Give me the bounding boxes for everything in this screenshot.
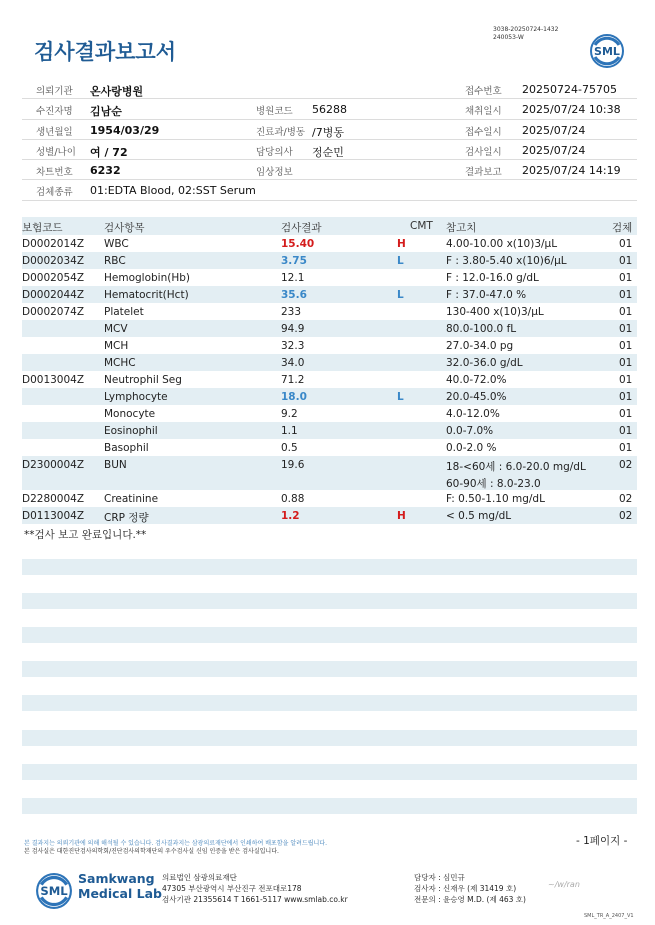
cell-cmt: H: [397, 510, 406, 522]
cell-ref2: 60-90세 : 8.0-23.0: [446, 478, 541, 490]
lab-name: Samkwang Medical Lab: [78, 871, 162, 901]
table-row: [22, 507, 637, 524]
cell-ref: F : 3.80-5.40 x(10)6/μL: [446, 255, 567, 267]
cell-result: 3.75: [281, 255, 307, 267]
table-row: [22, 286, 637, 303]
cell-ref: 40.0-72.0%: [446, 374, 507, 386]
table-row: [22, 354, 637, 371]
cell-ref: 20.0-45.0%: [446, 391, 507, 403]
cell-ref: F : 37.0-47.0 %: [446, 289, 527, 301]
table-header: [22, 217, 637, 235]
cell-ref: 18-<60세 : 6.0-20.0 mg/dL: [446, 461, 586, 473]
cell-cmt: L: [397, 255, 404, 267]
table-row: [22, 337, 637, 354]
cell-code: D0002044Z: [22, 289, 85, 301]
cell-ref: 4.0-12.0%: [446, 408, 500, 420]
cell-spec: 01: [619, 374, 633, 386]
cell-item: BUN: [104, 459, 127, 471]
cell-ref: 4.00-10.00 x(10)3/μL: [446, 238, 558, 250]
cell-code: D0002034Z: [22, 255, 85, 267]
table-body: [22, 235, 637, 541]
cell-result: 1.2: [281, 510, 300, 522]
cell-result: 9.2: [281, 408, 298, 420]
blank-row: [22, 559, 637, 575]
cell-ref: F: 0.50-1.10 mg/dL: [446, 493, 545, 505]
cell-result: 15.40: [281, 238, 315, 250]
blank-row: [22, 730, 637, 746]
table-row: [22, 235, 637, 252]
sml-logo-icon: [589, 33, 625, 73]
cell-item: Platelet: [104, 306, 144, 318]
cell-cmt: L: [397, 391, 404, 403]
info-row: 수진자명 김남순 병원코드 56288 채취일시 2025/07/24 10:38: [22, 99, 637, 119]
disclaimer: 본 결과지는 의뢰기관에 의해 해석될 수 있습니다. 검사결과지는 삼광의료재단에서 인쇄하여 배포함을 알려드립니다. 본 검사실은 대한진단검사의학회/진단검사의학재단의 우수검사실 신임 인증을 받은 검사실입니다.: [24, 840, 328, 855]
col-code: 보험코드: [22, 222, 63, 234]
cell-spec: 01: [619, 408, 633, 420]
cell-item: MCH: [104, 340, 129, 352]
info-row: 의뢰기관 온사랑병원 접수번호 20250724-75705: [22, 79, 637, 99]
blank-row: [22, 798, 637, 814]
cell-code: D0013004Z: [22, 374, 85, 386]
cell-result: 1.1: [281, 425, 298, 437]
cell-result: 71.2: [281, 374, 305, 386]
cell-ref: < 0.5 mg/dL: [446, 510, 512, 522]
cell-result: 34.0: [281, 357, 305, 369]
cell-spec: 02: [619, 493, 633, 505]
table-row: [22, 303, 637, 320]
cell-spec: 01: [619, 306, 633, 318]
blank-row: [22, 764, 637, 780]
blank-row: [22, 695, 637, 711]
cell-spec: 01: [619, 272, 633, 284]
info-row: 검체종류 01:EDTA Blood, 02:SST Serum: [22, 180, 637, 200]
cell-item: Lymphocyte: [104, 391, 168, 403]
cell-spec: 01: [619, 323, 633, 335]
table-row: [22, 371, 637, 388]
table-row: [22, 252, 637, 269]
cell-item: MCHC: [104, 357, 136, 369]
cell-ref: 80.0-100.0 fL: [446, 323, 517, 335]
cell-code: D2280004Z: [22, 493, 85, 505]
cell-spec: 01: [619, 391, 633, 403]
col-ref: 참고치: [446, 222, 477, 234]
cell-item: CRP 정량: [104, 512, 149, 524]
cell-ref: 0.0-7.0%: [446, 425, 494, 437]
cell-spec: 01: [619, 289, 633, 301]
results-table: [22, 217, 637, 541]
table-row: [22, 269, 637, 286]
info-row: 성별/나이 여 / 72 담당의사 정순민 검사일시 2025/07/24: [22, 140, 637, 160]
cell-code: D0113004Z: [22, 510, 85, 522]
cell-result: 0.88: [281, 493, 305, 505]
cell-code: D0002014Z: [22, 238, 85, 250]
cell-cmt: H: [397, 238, 406, 250]
cell-code: D2300004Z: [22, 459, 85, 471]
cell-spec: 01: [619, 238, 633, 250]
cell-spec: 01: [619, 357, 633, 369]
cell-result: 18.0: [281, 391, 307, 403]
cell-ref: 130-400 x(10)3/μL: [446, 306, 544, 318]
cell-ref: 32.0-36.0 g/dL: [446, 357, 523, 369]
blank-row: [22, 593, 637, 609]
col-result: 검사결과: [281, 222, 322, 234]
form-code: SML_TR_A_2407_V1: [584, 913, 634, 919]
cell-item: RBC: [104, 255, 126, 267]
cell-result: 12.1: [281, 272, 305, 284]
cell-code: D0002054Z: [22, 272, 85, 284]
cell-item: Neutrophil Seg: [104, 374, 182, 386]
cell-item: Eosinophil: [104, 425, 158, 437]
col-specimen: 검체: [612, 222, 633, 234]
cell-cmt: L: [397, 289, 404, 301]
table-row: [22, 456, 637, 490]
col-item: 검사항목: [104, 222, 145, 234]
info-row: 생년월일 1954/03/29 진료과/병동 /7병동 접수일시 2025/07/24: [22, 120, 637, 140]
cell-item: Creatinine: [104, 493, 159, 505]
cell-ref: 27.0-34.0 pg: [446, 340, 514, 352]
cell-item: Monocyte: [104, 408, 156, 420]
cell-result: 0.5: [281, 442, 298, 454]
cell-spec: 01: [619, 442, 633, 454]
blank-row: [22, 661, 637, 677]
table-row: [22, 524, 637, 541]
cell-item: Hemoglobin(Hb): [104, 272, 191, 284]
table-row: [22, 439, 637, 456]
staff-list: 담당자 : 심민규 검사자 : 신재우 (제 31419 호) 전문의 : 윤승영 M.D. (제 463 호): [414, 873, 526, 904]
table-row: [22, 320, 637, 337]
cell-spec: 01: [619, 425, 633, 437]
svg-text:SML: SML: [40, 884, 68, 899]
patient-info: [22, 79, 637, 201]
cell-result: 19.6: [281, 459, 305, 471]
document-id: 3038-20250724-1432 240053-W: [493, 26, 559, 41]
table-row: [22, 405, 637, 422]
info-row: 차트번호 6232 임상정보 결과보고 2025/07/24 14:19: [22, 160, 637, 180]
cell-item: Hematocrit(Hct): [104, 289, 189, 301]
cell-item: Basophil: [104, 442, 149, 454]
cell-item: MCV: [104, 323, 128, 335]
lab-address: 의료법인 삼광의료재단 47305 부산광역시 부산진구 전포대로178 검사기관 21355614 T 1661-5117 www.smlab.co.kr: [162, 873, 348, 904]
cell-result: 32.3: [281, 340, 305, 352]
cell-spec: 01: [619, 340, 633, 352]
page-number: - 1페이지 -: [576, 835, 628, 847]
cell-spec: 02: [619, 510, 633, 522]
cell-ref: 0.0-2.0 %: [446, 442, 497, 454]
svg-text:SML: SML: [594, 45, 620, 58]
cell-spec: 01: [619, 255, 633, 267]
table-row: [22, 490, 637, 507]
table-row: [22, 422, 637, 439]
report-complete-note: **검사 보고 완료입니다.**: [24, 529, 147, 541]
sml-logo-icon: [35, 872, 73, 914]
col-cmt: CMT: [410, 220, 433, 232]
cell-code: D0002074Z: [22, 306, 85, 318]
table-row: [22, 388, 637, 405]
cell-result: 233: [281, 306, 302, 318]
cell-item: WBC: [104, 238, 129, 250]
cell-result: 35.6: [281, 289, 307, 301]
cell-spec: 02: [619, 459, 633, 471]
signature-icon: ~/w/ran: [548, 880, 580, 889]
cell-ref: F : 12.0-16.0 g/dL: [446, 272, 539, 284]
cell-result: 94.9: [281, 323, 305, 335]
blank-row: [22, 627, 637, 643]
report-title: 검사결과보고서: [34, 40, 177, 64]
